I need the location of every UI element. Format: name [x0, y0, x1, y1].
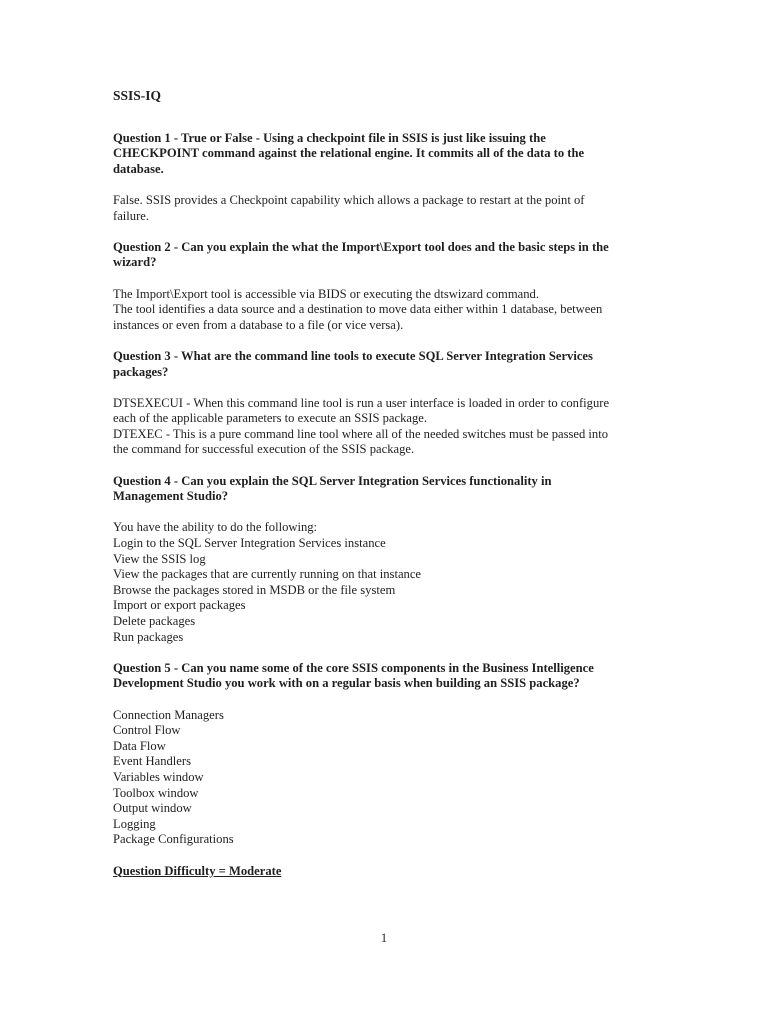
text-line: Delete packages	[113, 614, 196, 628]
text-line: Logging	[113, 816, 156, 831]
question-1-answer	[113, 193, 661, 224]
text-line: each of the applicable parameters to execute an SSIS package.	[113, 411, 428, 426]
text-line: Toolbox window	[113, 785, 199, 800]
question-section-4	[113, 474, 661, 646]
question-section-2	[113, 240, 661, 334]
text-line: Login to the SQL Server Integration Services instance	[113, 536, 386, 551]
question-2-heading	[113, 240, 661, 271]
text-line: instances or even from a database to a file (or vice versa).	[113, 317, 404, 332]
text-line: database.	[113, 161, 164, 176]
text-line: Output window	[113, 801, 192, 816]
text-line: the command for successful execution of the SSIS package.	[113, 442, 415, 457]
text-line: The tool identifies a data source and a destination to move data either within 1 database, between	[113, 302, 603, 317]
text-line: You have the ability to do the following:	[113, 520, 318, 535]
text-line: CHECKPOINT command against the relational engine. It commits all of the data to the	[113, 146, 585, 161]
text-line: Browse the packages stored in MSDB or the file system	[113, 582, 396, 597]
text-line: Question 3 - What are the command line tools to execute SQL Server Integration Services	[113, 348, 593, 363]
question-section-1	[113, 131, 661, 225]
question-3-answer	[113, 396, 661, 458]
text-line: packages?	[113, 364, 169, 379]
text-line: DTSEXECUI - When this command line tool is run a user interface is loaded in order to configure	[113, 395, 610, 410]
text-line: Connection Managers	[113, 707, 224, 722]
text-line: Data Flow	[113, 738, 166, 753]
document-content	[113, 88, 661, 879]
text-line: Run packages	[113, 629, 184, 644]
text-line: Control Flow	[113, 723, 181, 738]
text-line: Question 4 - Can you explain the SQL Server Integration Services functionality in	[113, 473, 552, 488]
question-4-heading	[113, 474, 661, 505]
text-line: Development Studio you work with on a regular basis when building an SSIS package?	[113, 676, 580, 691]
text-line: View the SSIS log	[113, 551, 206, 566]
question-5-heading	[113, 661, 661, 692]
text-line: Package Configurations	[113, 832, 234, 847]
question-1-heading	[113, 131, 661, 178]
difficulty-note: Question Difficulty = Moderate	[113, 863, 282, 878]
question-2-answer	[113, 287, 661, 334]
question-section-3	[113, 349, 661, 458]
question-3-heading	[113, 349, 661, 380]
text-line: wizard?	[113, 255, 157, 270]
text-line: failure.	[113, 208, 150, 223]
text-line: Question 2 - Can you explain the what the Import\Export tool does and the basic steps in the	[113, 239, 609, 254]
text-line: Question 5 - Can you name some of the core SSIS components in the Business Intelligence	[113, 660, 594, 675]
document-title: SSIS-IQ	[113, 88, 162, 103]
text-line: Event Handlers	[113, 754, 191, 769]
text-line: False. SSIS provides a Checkpoint capability which allows a package to restart at the point of	[113, 192, 585, 207]
question-4-answer	[113, 520, 661, 645]
text-line: Variables window	[113, 769, 204, 784]
question-5-answer	[113, 708, 661, 848]
text-line: Management Studio?	[113, 489, 229, 504]
text-line: Import or export packages	[113, 598, 246, 613]
page-number: 1	[380, 930, 388, 945]
question-section-5	[113, 661, 661, 848]
text-line: DTEXEC - This is a pure command line tool where all of the needed switches must be passed into	[113, 426, 609, 441]
text-line: View the packages that are currently running on that instance	[113, 567, 422, 582]
text-line: Question 1 - True or False - Using a checkpoint file in SSIS is just like issuing the	[113, 130, 546, 145]
text-line: The Import\Export tool is accessible via BIDS or executing the dtswizard command.	[113, 286, 539, 301]
